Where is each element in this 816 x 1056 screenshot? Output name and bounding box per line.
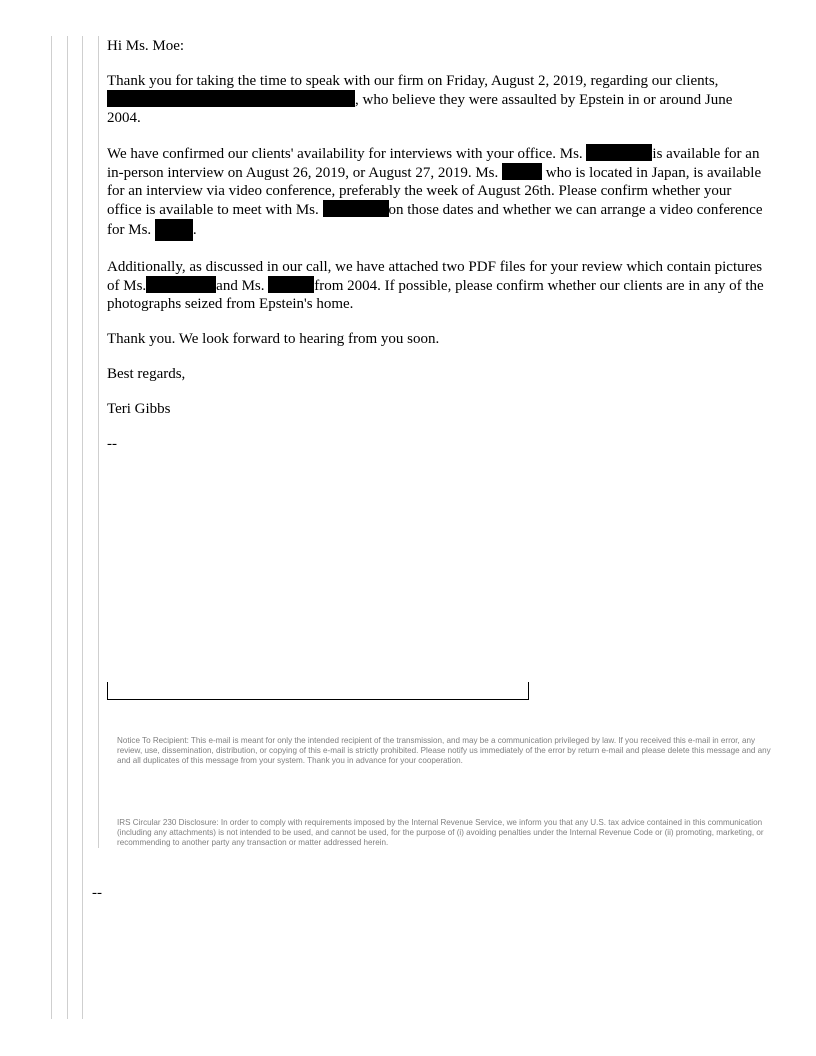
- paragraph-3-part-3: from 2004. If possible, please confirm whether our clients are in any of the photographs seized from Epstein's home.: [107, 278, 764, 312]
- recipient-notice: Notice To Recipient: This e-mail is meant for only the intended recipient of the transmission, and may be a communication privileged by law. If you received this e-mail in error, any review, use, dissemination, distribution, or copying of this e-mail is strictly prohibited. Please notify us immediately of the error by return e-mail and please delete this message and any and all duplicates of this message from your system. Thank you in advance for your cooperation.: [117, 736, 771, 765]
- paragraph-3-part-2: and Ms.: [216, 278, 265, 294]
- paragraph-3: [107, 258, 767, 313]
- closing: Best regards,: [107, 366, 186, 382]
- paragraph-2-part-4: on those dates and whether we can arrange a video conference for Ms.: [107, 202, 763, 238]
- greeting: Hi Ms. Moe:: [107, 38, 185, 54]
- paragraph-4: Thank you. We look forward to hearing from you soon.: [107, 331, 440, 347]
- email-body: [107, 37, 767, 453]
- quote-bar-2: [67, 36, 68, 1019]
- redaction-name: [155, 219, 193, 241]
- signature-block-frame: [107, 682, 529, 700]
- redaction-clients: [107, 90, 355, 107]
- paragraph-3-part-1: Additionally, as discussed in our call, we have attached two PDF files for your review which contain pictures of Ms.: [107, 259, 763, 294]
- paragraph-1-end: , who believe they were assaulted by Epstein in or around June 2004.: [107, 92, 733, 126]
- quote-bar-4: [98, 36, 99, 848]
- signature: Teri Gibbs: [107, 401, 171, 417]
- redaction-name: [146, 276, 216, 293]
- redaction-name: [268, 276, 314, 293]
- redaction-name: [323, 200, 389, 217]
- quote-bar-3: [82, 36, 83, 1019]
- paragraph-2: [107, 144, 767, 241]
- redaction-name: [502, 163, 542, 180]
- paragraph-2-part-1: We have confirmed our clients' availability for interviews with your office. Ms.: [107, 146, 583, 162]
- paragraph-2-part-2: is available for an in-person interview on August 26, 2019, or August 27, 2019. Ms.: [107, 146, 760, 181]
- quote-bar-1: [51, 36, 52, 1019]
- signature-separator: --: [107, 436, 117, 452]
- paragraph-2-part-3: who is located in Japan, is available for an interview via video conference, preferably the week of August 26th. Please confirm whether your office is available to meet with Ms.: [107, 165, 762, 218]
- paragraph-1: [107, 72, 767, 127]
- paragraph-1-start: Thank you for taking the time to speak with our firm on Friday, August 2, 2019, regarding our clients,: [107, 73, 719, 89]
- paragraph-2-part-5: .: [192, 222, 197, 238]
- irs-disclosure: IRS Circular 230 Disclosure: In order to comply with requirements imposed by the Internal Revenue Service, we inform you that any U.S. tax advice contained in this communication (including any attachments) is not intended to be used, and cannot be used, for the purpose of (i) avoiding penalties under the Internal Revenue Code or (ii) promoting, marketing, or recommending to another party any transaction or matter addressed herein.: [117, 818, 764, 847]
- outer-separator: --: [92, 885, 102, 901]
- redaction-name: [586, 144, 652, 161]
